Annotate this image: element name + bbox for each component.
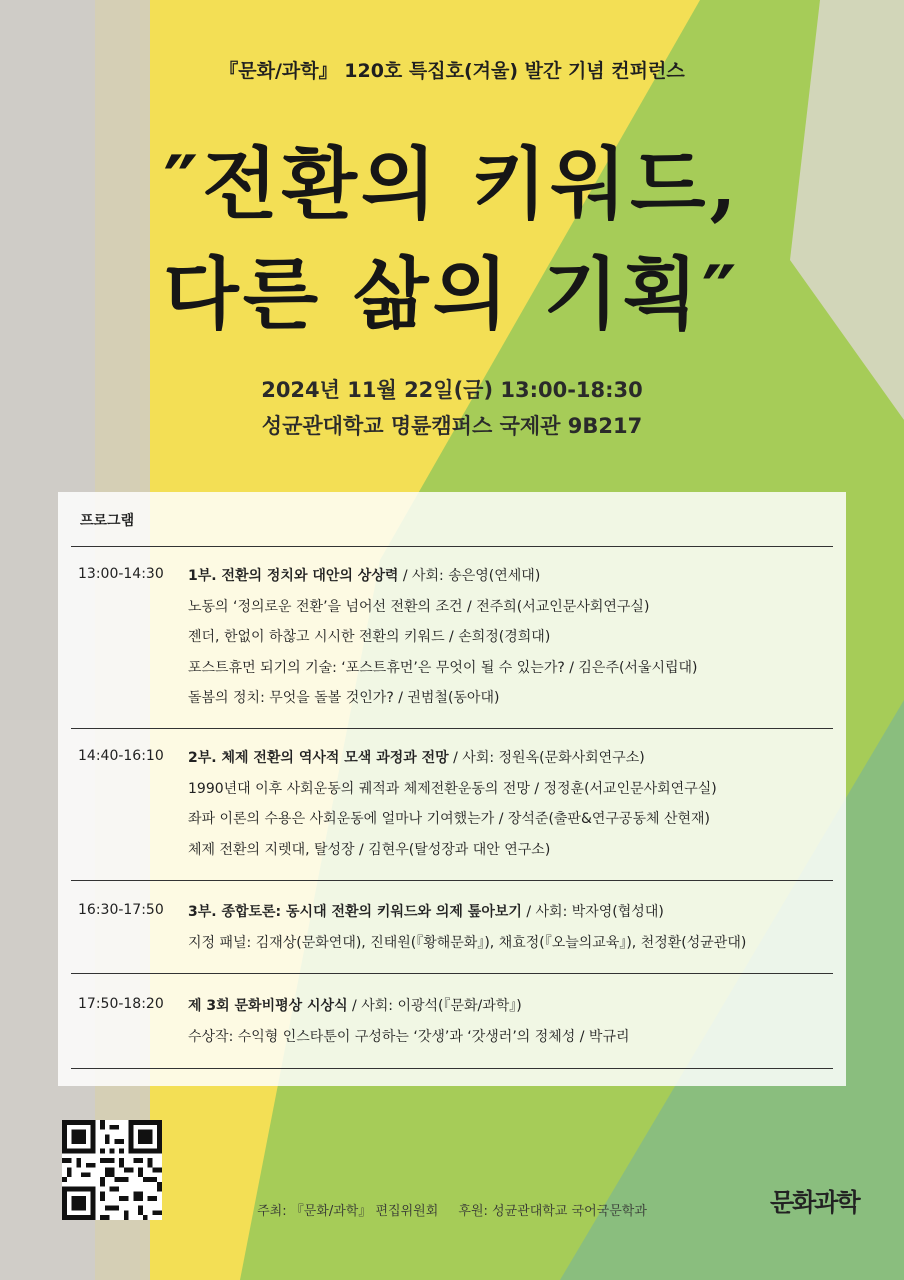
divider [71,1068,833,1069]
section-title: 1부. 전환의 정치와 대안의 상상력 [188,568,399,584]
divider [71,880,833,881]
program-panel [58,492,846,1086]
talk-item: 1990년대 이후 사회운동의 궤적과 체제전환운동의 전망 / 정정훈(서교인문사회연구실) [188,780,717,797]
section-title: 제 3회 문화비평상 시상식 [188,998,348,1014]
section-title: 3부. 종합토론: 동시대 전환의 키워드와 의제 톺아보기 [188,904,522,920]
talk-item: 돌봄의 정치: 무엇을 돌볼 것인가? / 권범철(동아대) [188,690,500,706]
footer-credits [0,1200,904,1219]
event-date: 2024년 11월 22일(금) 13:00-18:30 [261,378,643,402]
talk-item: 좌파 이론의 수용은 사회운동에 얼마나 기여했는가 / 장석준(출판&연구공동체 산현재) [188,811,710,827]
footer-sponsor: 후원: 성균관대학교 국어국문학과 [458,1204,647,1219]
talk-item: 체제 전환의 지렛대, 탈성장 / 김현우(탈성장과 대안 연구소) [188,841,551,858]
divider [71,973,833,974]
talk-item: 젠더, 한없이 하찮고 시시한 전환의 키워드 / 손희정(경희대) [188,629,551,645]
footer-host: 주최: 『문화/과학』 편집위원회 [257,1204,439,1219]
talk-item: 노동의 ‘정의로운 전환’을 넘어선 전환의 조건 / 전주희(서교인문사회연구실) [188,598,650,615]
event-venue: 성균관대학교 명륜캠퍼스 국제관 9B217 [261,414,643,438]
section-moderator: / 사회: 정원옥(문화사회연구소) [448,750,645,766]
section-time: 16:30-17:50 [78,902,164,918]
title-line-2: 다른 삶의 기획″ [163,249,741,340]
section-time: 14:40-16:10 [78,748,164,764]
section-title: 2부. 체제 전환의 역사적 모색 과정과 전망 [188,750,449,766]
program-heading: 프로그램 [80,513,135,529]
section-moderator: / 사회: 송은영(연세대) [398,568,541,584]
section-moderator: / 사회: 이광석(『문화/과학』) [347,998,522,1014]
divider [71,728,833,729]
talk-item: 지정 패널: 김재상(문화연대), 진태원(『황해문화』), 채효정(『오늘의교육』), 천정환(성균관대) [188,934,747,951]
talk-item: 수상작: 수익형 인스타툰이 구성하는 ‘갓생’과 ‘갓생러’의 정체성 / 박규리 [188,1028,630,1045]
section-time: 17:50-18:20 [78,996,164,1012]
section-time: 13:00-14:30 [78,566,164,582]
conference-subtitle: 『문화/과학』 120호 특집호(겨울) 발간 기념 컨퍼런스 [219,60,685,82]
talk-item: 포스트휴먼 되기의 기술: ‘포스트휴먼’은 무엇이 될 수 있는가? / 김은주(서울시립대) [188,659,698,676]
title-line-1: ″전환의 키워드, [163,139,741,230]
divider [71,546,833,547]
munhwa-gwahak-logo: 문화과학 [770,1188,859,1217]
section-moderator: / 사회: 박자영(협성대) [521,904,664,920]
